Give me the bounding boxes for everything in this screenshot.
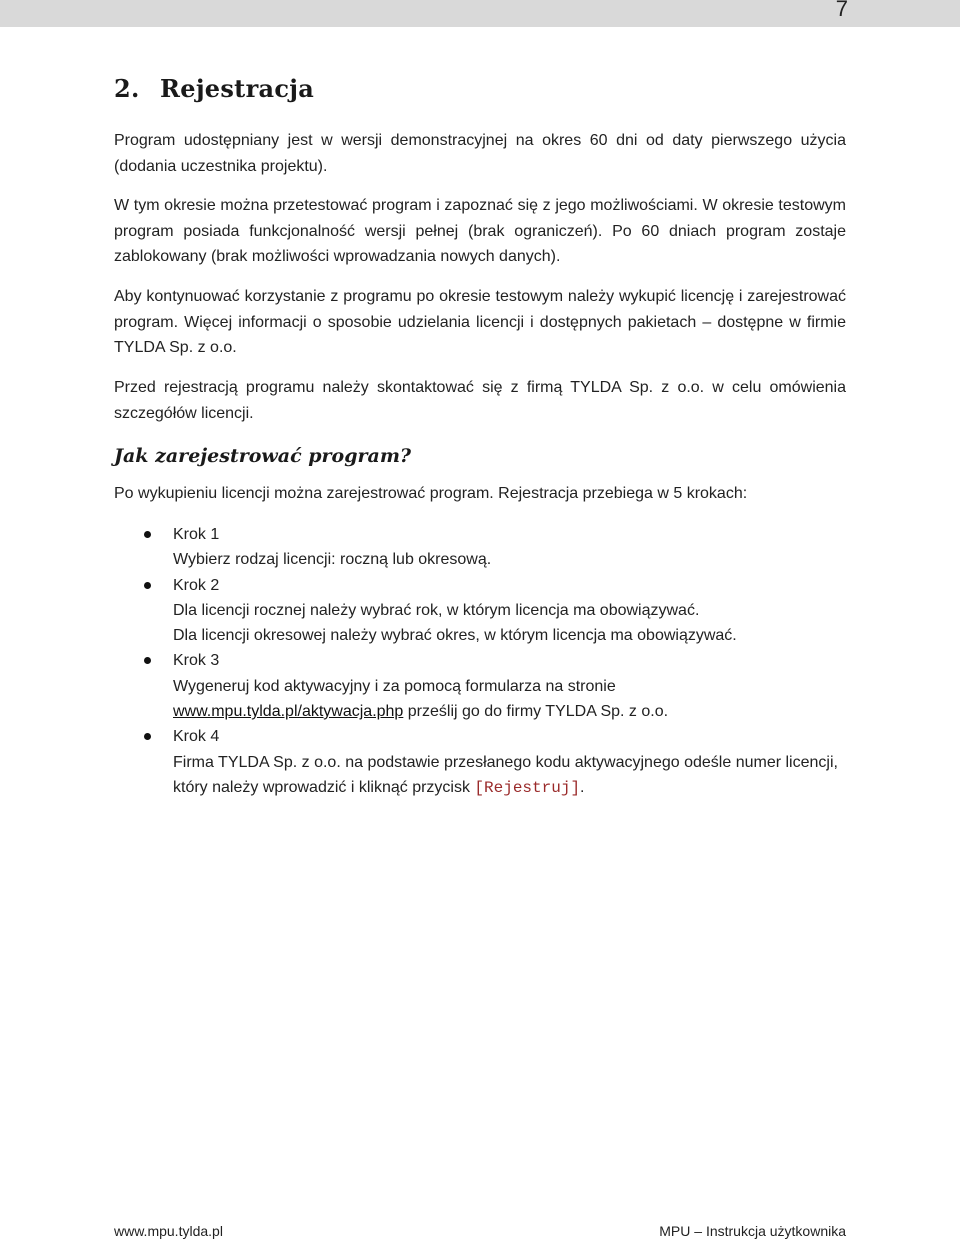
list-item <box>114 573 854 649</box>
step-text: Wybierz rodzaj licencji: roczną lub okresową. <box>173 551 492 569</box>
bullet-icon <box>144 733 151 740</box>
footer-website: www.mpu.tylda.pl <box>114 1223 223 1239</box>
step-title: Krok 2 <box>173 576 220 594</box>
list-item <box>114 522 854 573</box>
bullet-icon <box>144 531 151 538</box>
step-text: Firma TYLDA Sp. z o.o. na podstawie przesłanego kodu aktywacyjnego odeśle numer licencji, <box>173 753 838 771</box>
paragraph-license: Aby kontynuować korzystanie z programu po okresie testowym należy wykupić licencję i zarejestrować program. Więcej informacji o sposobie udzielania licencji i dostępnych pakietach – dostępne w firmie TYLDA Sp. z o.o. <box>114 288 846 356</box>
page-header-bar <box>0 0 960 27</box>
page-number: 7 <box>835 0 848 21</box>
step-text-with-code <box>173 775 854 801</box>
paragraph-test-period: W tym okresie można przetestować program i zapoznać się z jego możliwościami. W okresie testowym program posiada funkcjonalność wersji pełnej (brak ograniczeń). Po 60 dniach program zostaje zablokowany (brak możliwości wprowadzania nowych danych). <box>114 197 846 265</box>
footer-document-title: MPU – Instrukcja użytkownika <box>659 1223 846 1239</box>
step-text-rest: prześlij go do firmy TYLDA Sp. z o.o. <box>403 703 669 721</box>
list-item <box>114 648 854 724</box>
section-title: Rejestracja <box>160 74 315 103</box>
step-title: Krok 4 <box>173 728 220 746</box>
section-number: 2. <box>114 74 140 103</box>
step-text-with-link <box>173 699 854 724</box>
section-heading <box>114 74 314 103</box>
step-title: Krok 3 <box>173 652 220 670</box>
paragraph-trial-period: Program udostępniany jest w wersji demonstracyjnej na okres 60 dni od daty pierwszego użycia (dodania uczestnika projektu). <box>114 132 846 175</box>
step-text-post: . <box>580 778 585 796</box>
bullet-icon <box>144 582 151 589</box>
register-button-code: [Rejestruj] <box>474 778 581 797</box>
step-text: Dla licencji okresowej należy wybrać okres, w którym licencja ma obowiązywać. <box>173 627 737 645</box>
subsection-title: Jak zarejestrować program? <box>114 445 412 467</box>
step-title: Krok 1 <box>173 526 220 543</box>
list-item <box>114 724 854 801</box>
step-text: Wygeneruj kod aktywacyjny i za pomocą formularza na stronie <box>173 677 616 695</box>
step-text-pre: który należy wprowadzić i kliknąć przycisk <box>173 778 475 796</box>
activation-link[interactable]: www.mpu.tylda.pl/aktywacja.php <box>173 703 404 721</box>
subsection-intro: Po wykupieniu licencji można zarejestrować program. Rejestracja przebiega w 5 krokach: <box>114 485 748 502</box>
step-text: Dla licencji rocznej należy wybrać rok, w którym licencja ma obowiązywać. <box>173 601 700 619</box>
steps-list <box>114 522 854 801</box>
paragraph-contact: Przed rejestracją programu należy skontaktować się z firmą TYLDA Sp. z o.o. w celu omówienia szczegółów licencji. <box>114 379 846 422</box>
bullet-icon <box>144 657 151 664</box>
